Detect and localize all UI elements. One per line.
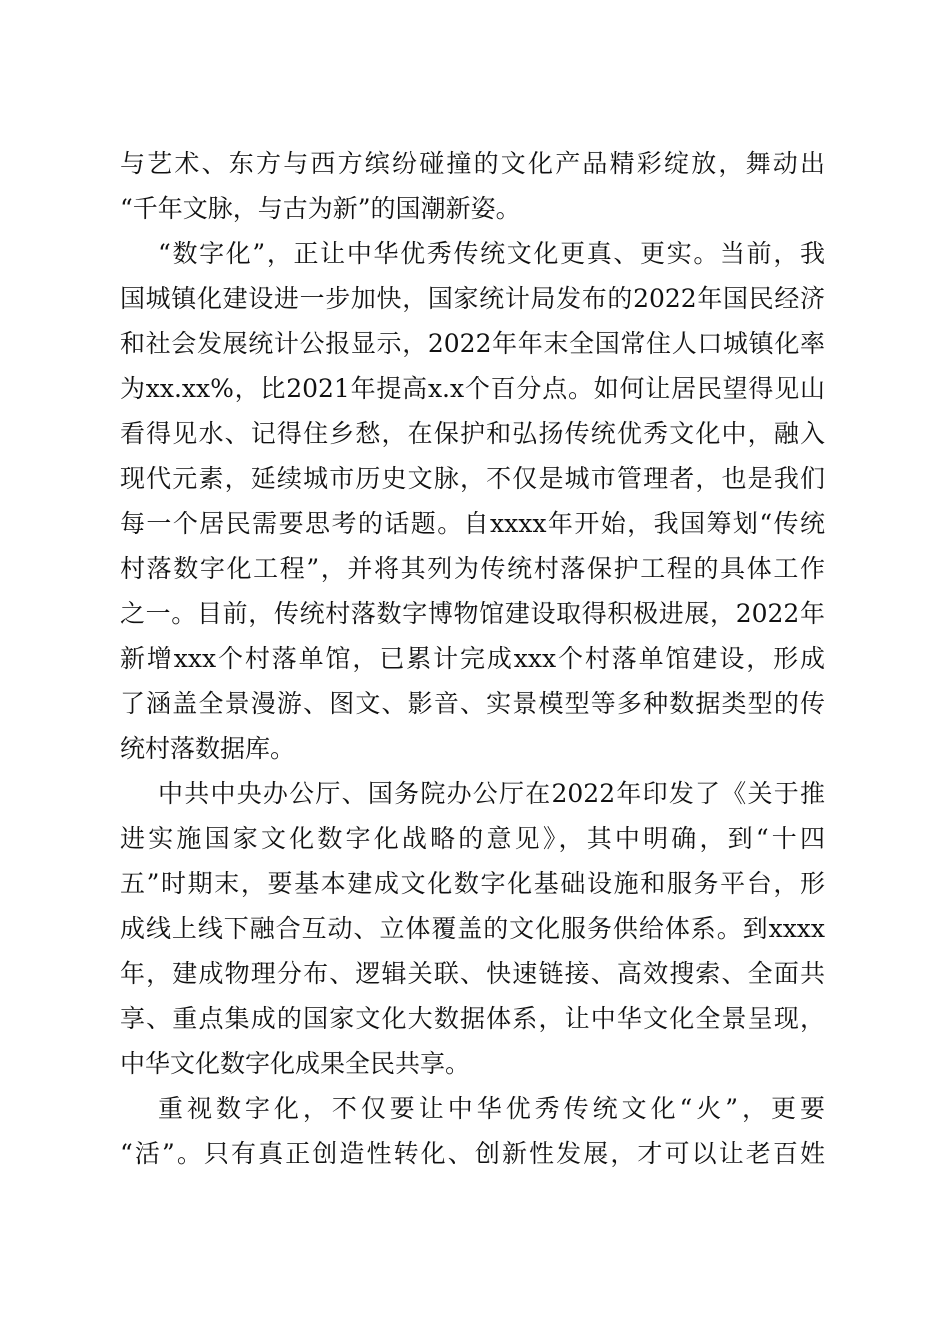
text-line: “活”。只有真正创造性转化、创新性发展，才可以让老百姓 — [120, 1139, 825, 1168]
text-line: 之一。目前，传统村落数字博物馆建设取得积极进展，2022年 — [120, 599, 825, 628]
text-line: 每一个居民需要思考的话题。自xxxx年开始，我国筹划“传统 — [120, 509, 825, 538]
paragraph-first-line: 重视数字化，不仅要让中华优秀传统文化“火”，更要 — [158, 1094, 825, 1123]
text-line: 统村落数据库。 — [120, 734, 296, 763]
text-line: 和社会发展统计公报显示，2022年年末全国常住人口城镇化率 — [120, 329, 825, 358]
text-line: 了涵盖全景漫游、图文、影音、实景模型等多种数据类型的传 — [120, 689, 825, 718]
text-line: 成线上线下融合互动、立体覆盖的文化服务供给体系。到xxxx — [120, 914, 825, 943]
text-line: 新增xxx个村落单馆，已累计完成xxx个村落单馆建设，形成 — [120, 644, 825, 673]
text-line: 进实施国家文化数字化战略的意见》，其中明确，到“十四 — [120, 824, 825, 853]
paragraph-first-line: 中共中央办公厅、国务院办公厅在2022年印发了《关于推 — [158, 779, 825, 808]
text-line: 与艺术、东方与西方缤纷碰撞的文化产品精彩绽放，舞动出 — [120, 149, 825, 178]
text-line: 为xx.xx%，比2021年提高x.x个百分点。如何让居民望得见山 — [120, 374, 825, 403]
paragraph-first-line: “数字化”，正让中华优秀传统文化更真、更实。当前，我 — [158, 239, 825, 268]
text-line: 享、重点集成的国家文化大数据体系，让中华文化全景呈现， — [120, 1004, 825, 1033]
text-line: 村落数字化工程”，并将其列为传统村落保护工程的具体工作 — [120, 554, 825, 583]
text-line: 看得见水、记得住乡愁，在保护和弘扬传统优秀文化中，融入 — [120, 419, 825, 448]
text-line: 现代元素，延续城市历史文脉，不仅是城市管理者，也是我们 — [120, 464, 825, 493]
text-line: 国城镇化建设进一步加快，国家统计局发布的2022年国民经济 — [120, 284, 825, 313]
text-line: 五”时期末，要基本建成文化数字化基础设施和服务平台，形 — [120, 869, 825, 898]
text-line: 中华文化数字化成果全民共享。 — [120, 1049, 471, 1078]
text-line: 年，建成物理分布、逻辑关联、快速链接、高效搜索、全面共 — [120, 959, 825, 988]
text-line: “千年文脉，与古为新”的国潮新姿。 — [120, 194, 521, 223]
